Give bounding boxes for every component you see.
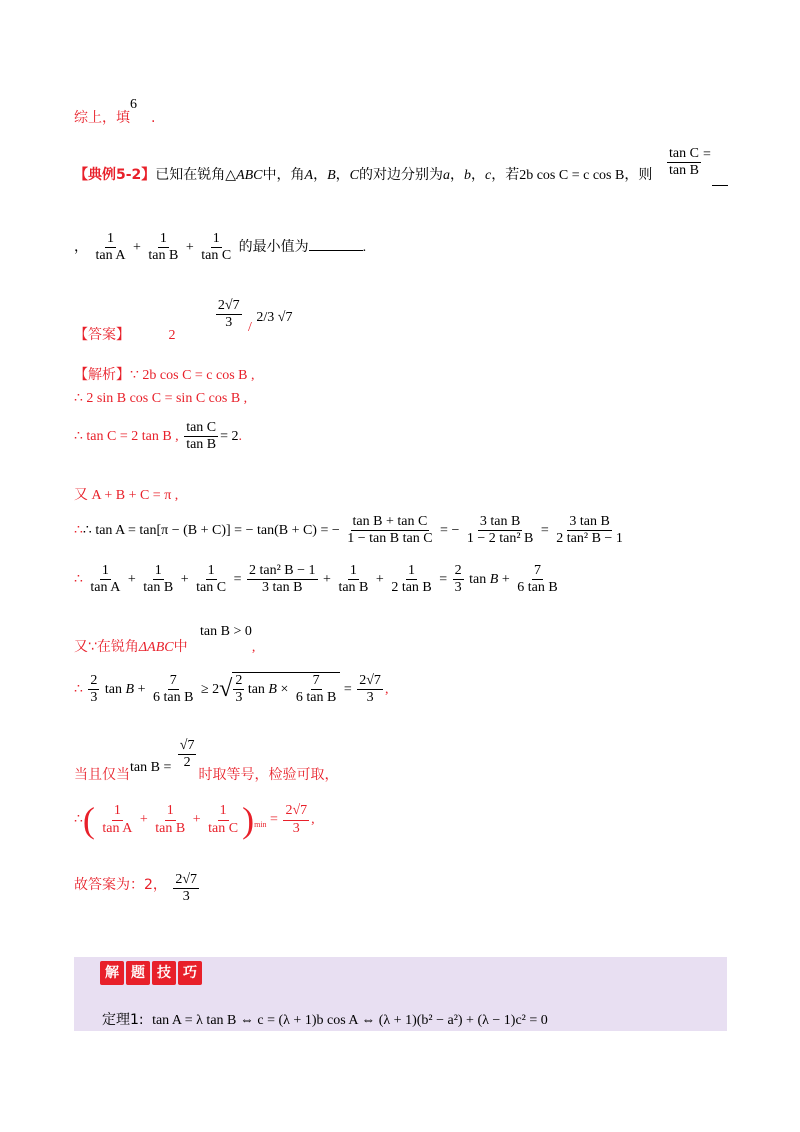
tip-badge-3: 技 xyxy=(152,961,176,985)
conclusion-line xyxy=(74,97,156,127)
tips-badges xyxy=(100,961,204,985)
analysis-line-7-cond: tan B > 0, xyxy=(200,624,256,655)
tip-badge-2: 题 xyxy=(126,961,150,985)
side-b: b xyxy=(464,168,471,183)
theorem-label: 定理1: xyxy=(102,1012,144,1028)
tip-badge-4: 巧 xyxy=(178,961,202,985)
example-condition: 2b cos C = c cos B xyxy=(519,168,625,183)
conclusion-suffix: . xyxy=(151,110,156,126)
analysis-line-10: ∴( $\frac{1}{\text{tan A}}$ + $\frac{1}{\text{tan B}}$ + $\frac{1}{\text{tan C}}$ )$_{min}$ = $\frac{2√7}{3}$ , xyxy=(74,800,315,840)
example-stem: 【典例5-2】已知在锐角△ABC中，角A，B，C的对边分别为a，b，c，若2b cos C = c cos B，则 xyxy=(74,167,653,183)
analysis-step-7b: ΔABC xyxy=(138,640,174,655)
example-question-1 xyxy=(665,146,711,179)
analysis-line-5: ∴∴ tan A = tan[π − (B + C)] = − tan(B + C) = − $\frac{\text{tan B + tan C}}{\text{1 − tan B tan C}}$ = − $\frac{\text{3 tan B}}{\text{1 − 2 tan² B}}$ = $\frac{\text{3 tan B}}{\text{2 tan² B − 1}}$ xyxy=(74,514,623,547)
analysis-line-11: 故答案为：2， $\frac{2√7}{3}$ xyxy=(74,872,198,905)
q2-term-2: tan B xyxy=(148,248,179,264)
example-tag: 【典例5-2】 xyxy=(74,167,156,183)
example-triangle: ABC xyxy=(236,168,263,183)
q1-denominator: tan B xyxy=(669,163,699,179)
analysis-step-9a: 当且仅当 xyxy=(74,766,130,783)
conclusion-value: 6 xyxy=(130,97,137,112)
answer-line xyxy=(74,298,293,343)
q2-term-1: tan A xyxy=(95,248,126,264)
tip-badge-1: 解 xyxy=(100,961,124,985)
q2-prefix: ， xyxy=(74,238,88,255)
q1-equals: = xyxy=(702,146,711,162)
analysis-step-1: ∵ 2b cos C = c cos B , xyxy=(130,368,255,383)
analysis-step-5: ∴ tan A = tan[π − (B + C)] = − tan(B + C) = − xyxy=(82,522,340,538)
conclusion-prefix: 综上，填 xyxy=(74,110,130,126)
example-text-1: 已知在锐角△ xyxy=(155,167,237,183)
answer-tag: 【答案】 xyxy=(74,326,130,343)
analysis-step-3a: ∴ tan C = 2 tan B , xyxy=(74,428,179,444)
analysis-step-2: ∴ 2 sin B cos C = sin C cos B , xyxy=(74,391,248,406)
analysis-step-4: 又 A + B + C = π , xyxy=(74,488,179,503)
answer-blank-2 xyxy=(309,240,363,251)
analysis-line-6: ∴ $\frac{1}{\text{tan A}}$ + $\frac{1}{\text{tan B}}$ + $\frac{1}{\text{tan C}}$ = $\frac{\text{2 tan² B − 1}}{\text{3 tan B}}$ + $\frac{1}{\text{tan B}}$ + $\frac{1}{\text{2 tan B}}$ = $\frac{2}{3}$ tan B + $\frac{7}{\text{6 tan B}}$ xyxy=(74,563,558,596)
example-text-4: ，若 xyxy=(491,167,520,183)
side-c: c xyxy=(485,168,492,183)
answer-alt: 2/3 √7 xyxy=(256,309,293,325)
answer-fraction: $\frac{2√7}{3}$ xyxy=(217,298,240,331)
tips-box xyxy=(74,957,727,1031)
analysis-step-3b: = 2 xyxy=(220,428,239,444)
analysis-line-1 xyxy=(74,364,255,384)
q1-numerator: tan C xyxy=(667,146,701,163)
analysis-line-4 xyxy=(74,484,178,504)
analysis-line-8: ∴ $\frac{2}{3}$ tan B + $\frac{7}{\text{6 tan B}}$ ≥ 2√ $\frac{2}{3}$ tan B × $\frac{7}{\text{6 tan B}}$ = $\frac{2√7}{3}$ , xyxy=(74,673,389,706)
angle-c: C xyxy=(349,168,359,183)
theorem-line xyxy=(102,1009,548,1029)
analysis-step-7-cond: tan B > 0 xyxy=(200,624,252,639)
side-a: a xyxy=(443,168,450,183)
answer-blank-1 xyxy=(712,174,728,190)
analysis-step-7a: 又∵在锐角 xyxy=(74,639,139,655)
q2-end: . xyxy=(362,239,367,255)
q2-term-3: tan C xyxy=(201,248,232,264)
analysis-final: 故答案为：2， xyxy=(74,876,167,893)
answer-separator: / xyxy=(248,319,252,335)
example-text-2: 中，角 xyxy=(262,167,305,183)
q2-suffix: 的最小值为 xyxy=(238,238,309,255)
analysis-line-3: ∴ tan C = 2 tan B , $\frac{\text{tan C}}{\text{tan B}}$ = 2. xyxy=(74,420,243,453)
analysis-line-2 xyxy=(74,390,247,407)
analysis-line-7 xyxy=(74,636,188,656)
analysis-step-7c: 中 xyxy=(173,639,188,655)
example-text-5: ，则 xyxy=(624,167,653,183)
analysis-line-9: 当且仅当tan B = $\frac{√7}{2}$ 时取等号，检验可取， xyxy=(74,738,339,783)
example-text-3: 的对边分别为 xyxy=(359,167,443,183)
angle-b: B xyxy=(327,168,336,183)
theorem-text: tan A = λ tan B ⇔ c = (λ + 1)b cos A ⇔ (λ + 1)(b² − a²) + (λ − 1)c² = 0 xyxy=(152,1013,548,1028)
example-question-2: ， $\frac{1}{\text{tan A}}$ + $\frac{1}{\text{tan B}}$ + $\frac{1}{\text{tan C}}$ 的最小值为 . xyxy=(74,231,367,264)
answer-value-1: 2 xyxy=(168,327,176,343)
angle-a: A xyxy=(304,168,314,183)
analysis-tag: 【解析】 xyxy=(74,367,130,383)
analysis-step-9b: 时取等号，检验可取， xyxy=(198,766,339,783)
